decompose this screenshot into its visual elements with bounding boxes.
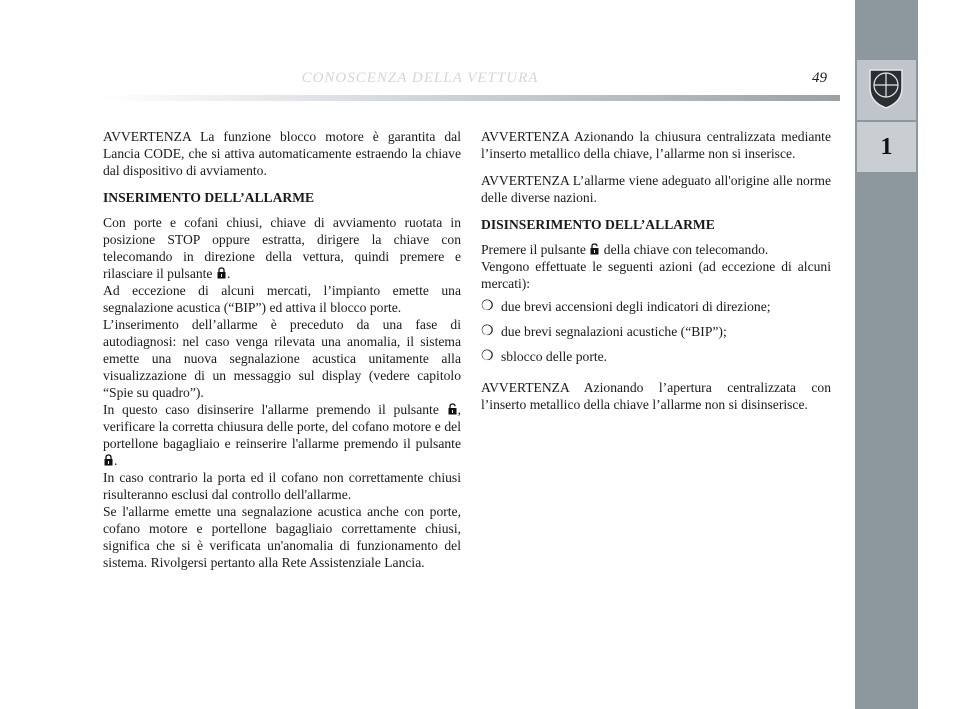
warning-paragraph: AVVERTENZA Azionando la chiusura centralizzata mediante l’inserto metallico della chiave, l’allarme non si inserisce. <box>481 129 831 161</box>
bullet-icon: ❍ <box>481 299 494 314</box>
bullet-icon: ❍ <box>481 349 494 364</box>
paragraph-arm-procedure <box>103 214 461 282</box>
lock-icon <box>217 266 226 278</box>
text-span: Con porte e cofani chiusi, chiave di avviamento ruotata in posizione STOP oppure estratta, dirigere la chiave con telecomando in direzione della vettura, quindi premere e rilasciare il pulsante <box>103 215 461 281</box>
list-item <box>481 348 831 365</box>
running-header: CONOSCENZA DELLA VETTURA <box>301 70 539 86</box>
paragraph-beep: Ad eccezione di alcuni mercati, l’impianto emette una segnalazione acustica (“BIP”) ed attiva il blocco porte. <box>103 283 461 315</box>
list-item-text: due brevi segnalazioni acustiche (“BIP”); <box>501 324 727 339</box>
paragraph-autodiagnosis: L’inserimento dell’allarme è preceduto da una fase di autodiagnosi: nel caso venga rilevata una anomalia, il sistema emette una nuova segnalazione acustica unitamente alla visualizzazione di un messaggio sul display (vedere capitolo “Spie su quadro”). <box>103 317 461 400</box>
text-span: , verificare la corretta chiusura delle porte, del cofano motore e del portellone bagagliaio e reinserire l'allarme premendo il pulsante <box>103 402 461 451</box>
warning-paragraph: AVVERTENZA L’allarme viene adeguato all'origine alle norme delle diverse nazioni. <box>481 173 831 205</box>
paragraph-disarm-check <box>103 401 461 469</box>
text-span: Premere il pulsante <box>481 242 586 257</box>
lancia-shield-icon <box>866 66 906 110</box>
header-rule <box>100 95 840 101</box>
paragraph-excluded: In caso contrario la porta ed il cofano non correttamente chiusi risulteranno esclusi dal controllo dell'allarme. <box>103 470 461 502</box>
lock-icon <box>104 453 113 465</box>
list-item <box>481 323 831 340</box>
right-column <box>481 128 831 423</box>
paragraph-press-button <box>481 241 831 258</box>
bullet-icon: ❍ <box>481 324 494 339</box>
list-item-text: sblocco delle porte. <box>501 349 608 364</box>
page-number: 49 <box>812 70 827 86</box>
list-item-text: due brevi accensioni degli indicatori di direzione; <box>501 299 771 314</box>
chapter-number: 1 <box>857 122 916 172</box>
warning-paragraph: AVVERTENZA La funzione blocco motore è garantita dal Lancia CODE, che si attiva automaticamente estraendo la chiave dal dispositivo di avviamento. <box>103 129 461 178</box>
paragraph-malfunction: Se l'allarme emette una segnalazione acustica anche con porte, cofano motore e portellone bagagliaio correttamente chiusi, significa che si è verificata un'anomalia di funzionamento del sistema. Rivolgersi pertanto alla Rete Assistenziale Lancia. <box>103 504 461 570</box>
section-heading-arm: INSERIMENTO DELL’ALLARME <box>103 190 315 205</box>
warning-paragraph: AVVERTENZA Azionando l’apertura centralizzata con l’inserto metallico della chiave l’allarme non si disinserisce. <box>481 380 831 412</box>
text-span: . <box>226 266 231 281</box>
text-span: . <box>114 453 118 468</box>
section-heading-disarm: DISINSERIMENTO DELL’ALLARME <box>481 217 715 232</box>
text-span: della chiave con telecomando. <box>603 242 769 257</box>
list-item <box>481 298 831 315</box>
text-span: In questo caso disinserire l'allarme premendo il pulsante <box>103 402 439 417</box>
unlock-icon <box>448 402 457 414</box>
paragraph-actions: Vengono effettuate le seguenti azioni (ad eccezione di alcuni mercati): <box>481 259 831 291</box>
left-column <box>103 128 461 571</box>
unlock-icon <box>590 242 599 254</box>
